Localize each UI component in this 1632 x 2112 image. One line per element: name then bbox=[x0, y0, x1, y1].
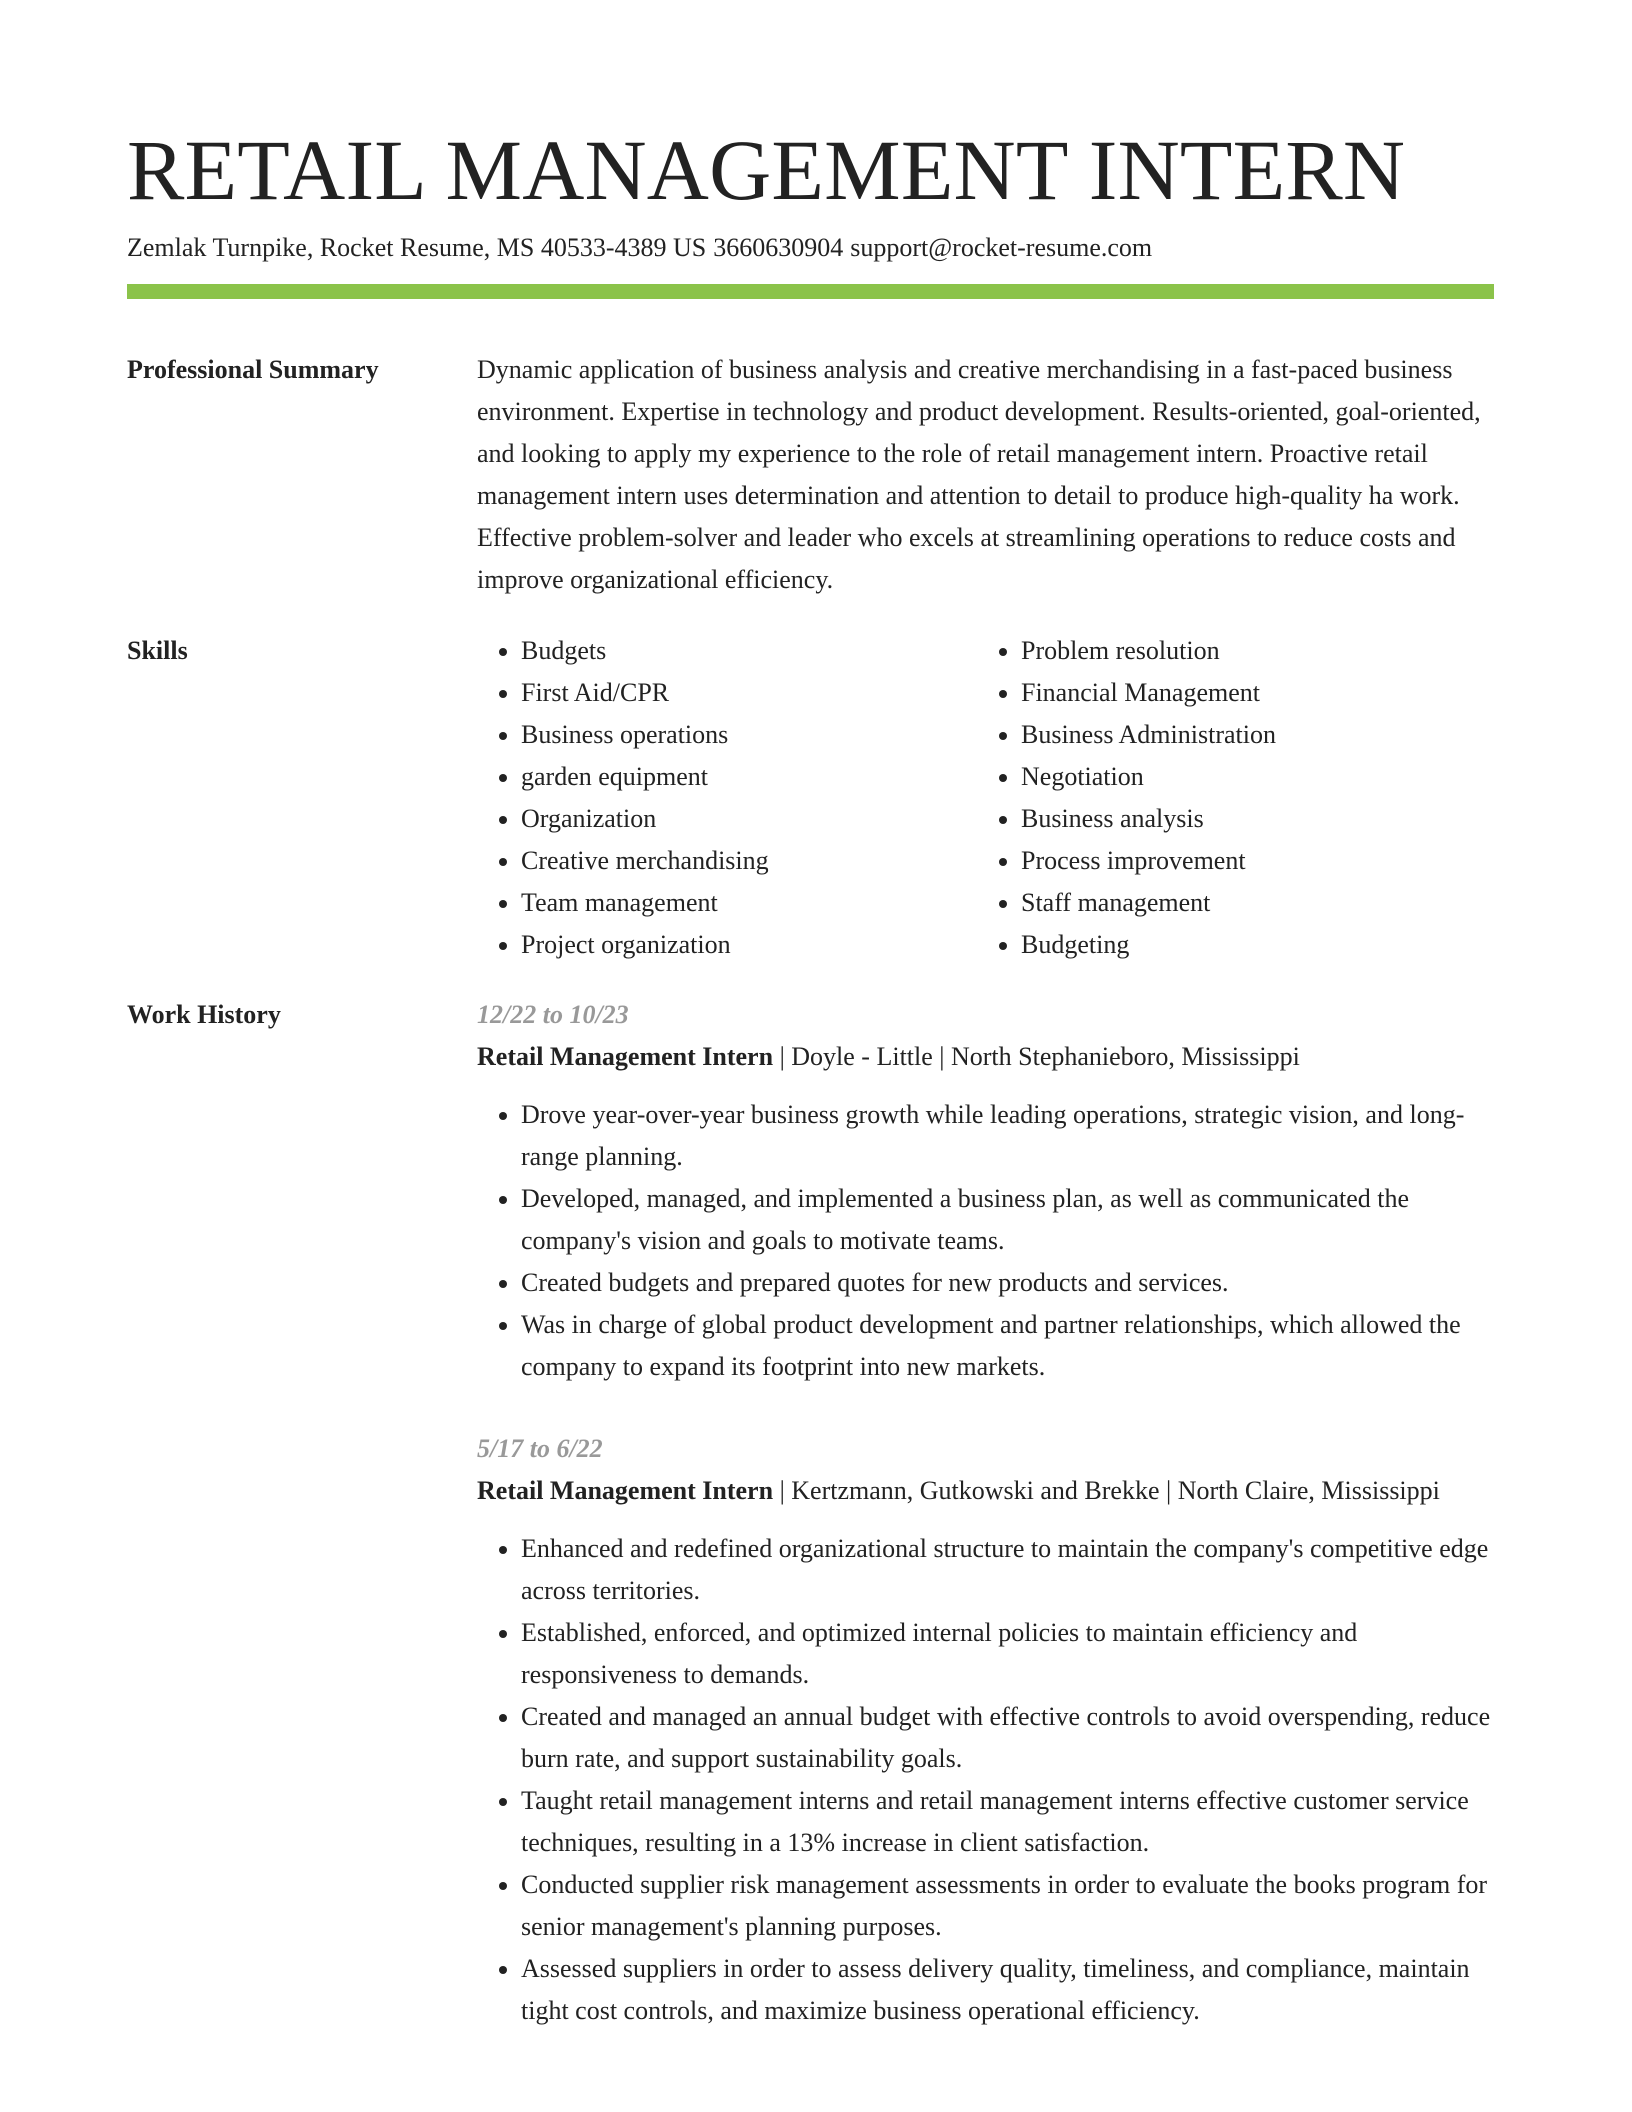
skill-item: • Staff management bbox=[1021, 882, 1477, 924]
job-bullet: • Was in charge of global product development and partner relationships, which allowed the company to expand its footprint into new markets. bbox=[521, 1304, 1494, 1388]
job-title: Retail Management Intern bbox=[477, 1042, 774, 1071]
work-history-body bbox=[477, 994, 1494, 2032]
job-bullets bbox=[477, 1094, 1494, 1388]
resume-title: RETAIL MANAGEMENT INTERN bbox=[127, 122, 1406, 218]
job-bullet: • Drove year-over-year business growth while leading operations, strategic vision, and long-range planning. bbox=[521, 1094, 1494, 1178]
skill-item: • First Aid/CPR bbox=[521, 672, 977, 714]
job-bullet: • Taught retail management interns and retail management interns effective customer service techniques, resulting in a 13% increase in client satisfaction. bbox=[521, 1780, 1494, 1864]
skill-item: • Budgeting bbox=[1021, 924, 1477, 966]
job-title-line bbox=[477, 1036, 1494, 1078]
skill-item: • Process improvement bbox=[1021, 840, 1477, 882]
contact-line bbox=[127, 230, 1152, 266]
job-bullet: • Enhanced and redefined organizational structure to maintain the company's competitive edge across territories. bbox=[521, 1528, 1494, 1612]
skill-item: • Project organization bbox=[521, 924, 977, 966]
skill-item: • Creative merchandising bbox=[521, 840, 977, 882]
skills-column-left bbox=[477, 630, 977, 966]
job-bullets bbox=[477, 1528, 1494, 2032]
job-bullet: • Developed, managed, and implemented a business plan, as well as communicated the company's vision and goals to motivate teams. bbox=[521, 1178, 1494, 1262]
job-entry bbox=[477, 994, 1494, 1388]
job-entry bbox=[477, 1428, 1494, 2032]
skill-item: • Problem resolution bbox=[1021, 630, 1477, 672]
job-dates: 12/22 to 10/23 bbox=[477, 1000, 629, 1029]
contact-email: support@rocket-resume.com bbox=[850, 233, 1153, 262]
skill-item: • garden equipment bbox=[521, 756, 977, 798]
summary-text: Dynamic application of business analysis and creative merchandising in a fast-paced business environment. Expertise in technology and product development. Results-oriented, goal-oriented, and looking to apply my experience to the role of retail management intern. Proactive retail management intern uses determination and attention to detail to produce high-quality ha work. Effective problem-solver and leader who excels at streamlining operations to reduce costs and improve organizational efficiency. bbox=[477, 355, 1481, 594]
job-bullet: • Established, enforced, and optimized internal policies to maintain efficiency and responsiveness to demands. bbox=[521, 1612, 1494, 1696]
job-title: Retail Management Intern bbox=[477, 1476, 774, 1505]
skill-item: • Organization bbox=[521, 798, 977, 840]
skill-item: • Financial Management bbox=[1021, 672, 1477, 714]
job-bullet: • Assessed suppliers in order to assess delivery quality, timeliness, and compliance, maintain tight cost controls, and maximize business operational efficiency. bbox=[521, 1948, 1494, 2032]
section-heading-work-history: Work History bbox=[127, 1000, 281, 1029]
skill-item: • Business operations bbox=[521, 714, 977, 756]
job-dates: 5/17 to 6/22 bbox=[477, 1434, 603, 1463]
section-heading-skills: Skills bbox=[127, 636, 188, 665]
skill-item: • Business analysis bbox=[1021, 798, 1477, 840]
job-bullet: • Conducted supplier risk management assessments in order to evaluate the books program for senior management's planning purposes. bbox=[521, 1864, 1494, 1948]
contact-address: Zemlak Turnpike, Rocket Resume, MS 40533-4389 US bbox=[127, 233, 707, 262]
skill-item: • Business Administration bbox=[1021, 714, 1477, 756]
job-company-location: | Doyle - Little | North Stephanieboro, Mississippi bbox=[773, 1042, 1300, 1071]
section-heading-summary: Professional Summary bbox=[127, 355, 379, 384]
skill-item: • Negotiation bbox=[1021, 756, 1477, 798]
job-bullet: • Created and managed an annual budget with effective controls to avoid overspending, reduce burn rate, and support sustainability goals. bbox=[521, 1696, 1494, 1780]
skill-item: • Budgets bbox=[521, 630, 977, 672]
skills-list bbox=[477, 630, 1494, 966]
job-title-line bbox=[477, 1470, 1494, 1512]
job-bullet: • Created budgets and prepared quotes for new products and services. bbox=[521, 1262, 1494, 1304]
summary-body bbox=[477, 349, 1494, 601]
skills-column-right bbox=[977, 630, 1477, 966]
job-company-location: | Kertzmann, Gutkowski and Brekke | North Claire, Mississippi bbox=[773, 1476, 1440, 1505]
skill-item: • Team management bbox=[521, 882, 977, 924]
contact-phone: 3660630904 bbox=[713, 233, 844, 262]
header-divider bbox=[127, 284, 1494, 299]
